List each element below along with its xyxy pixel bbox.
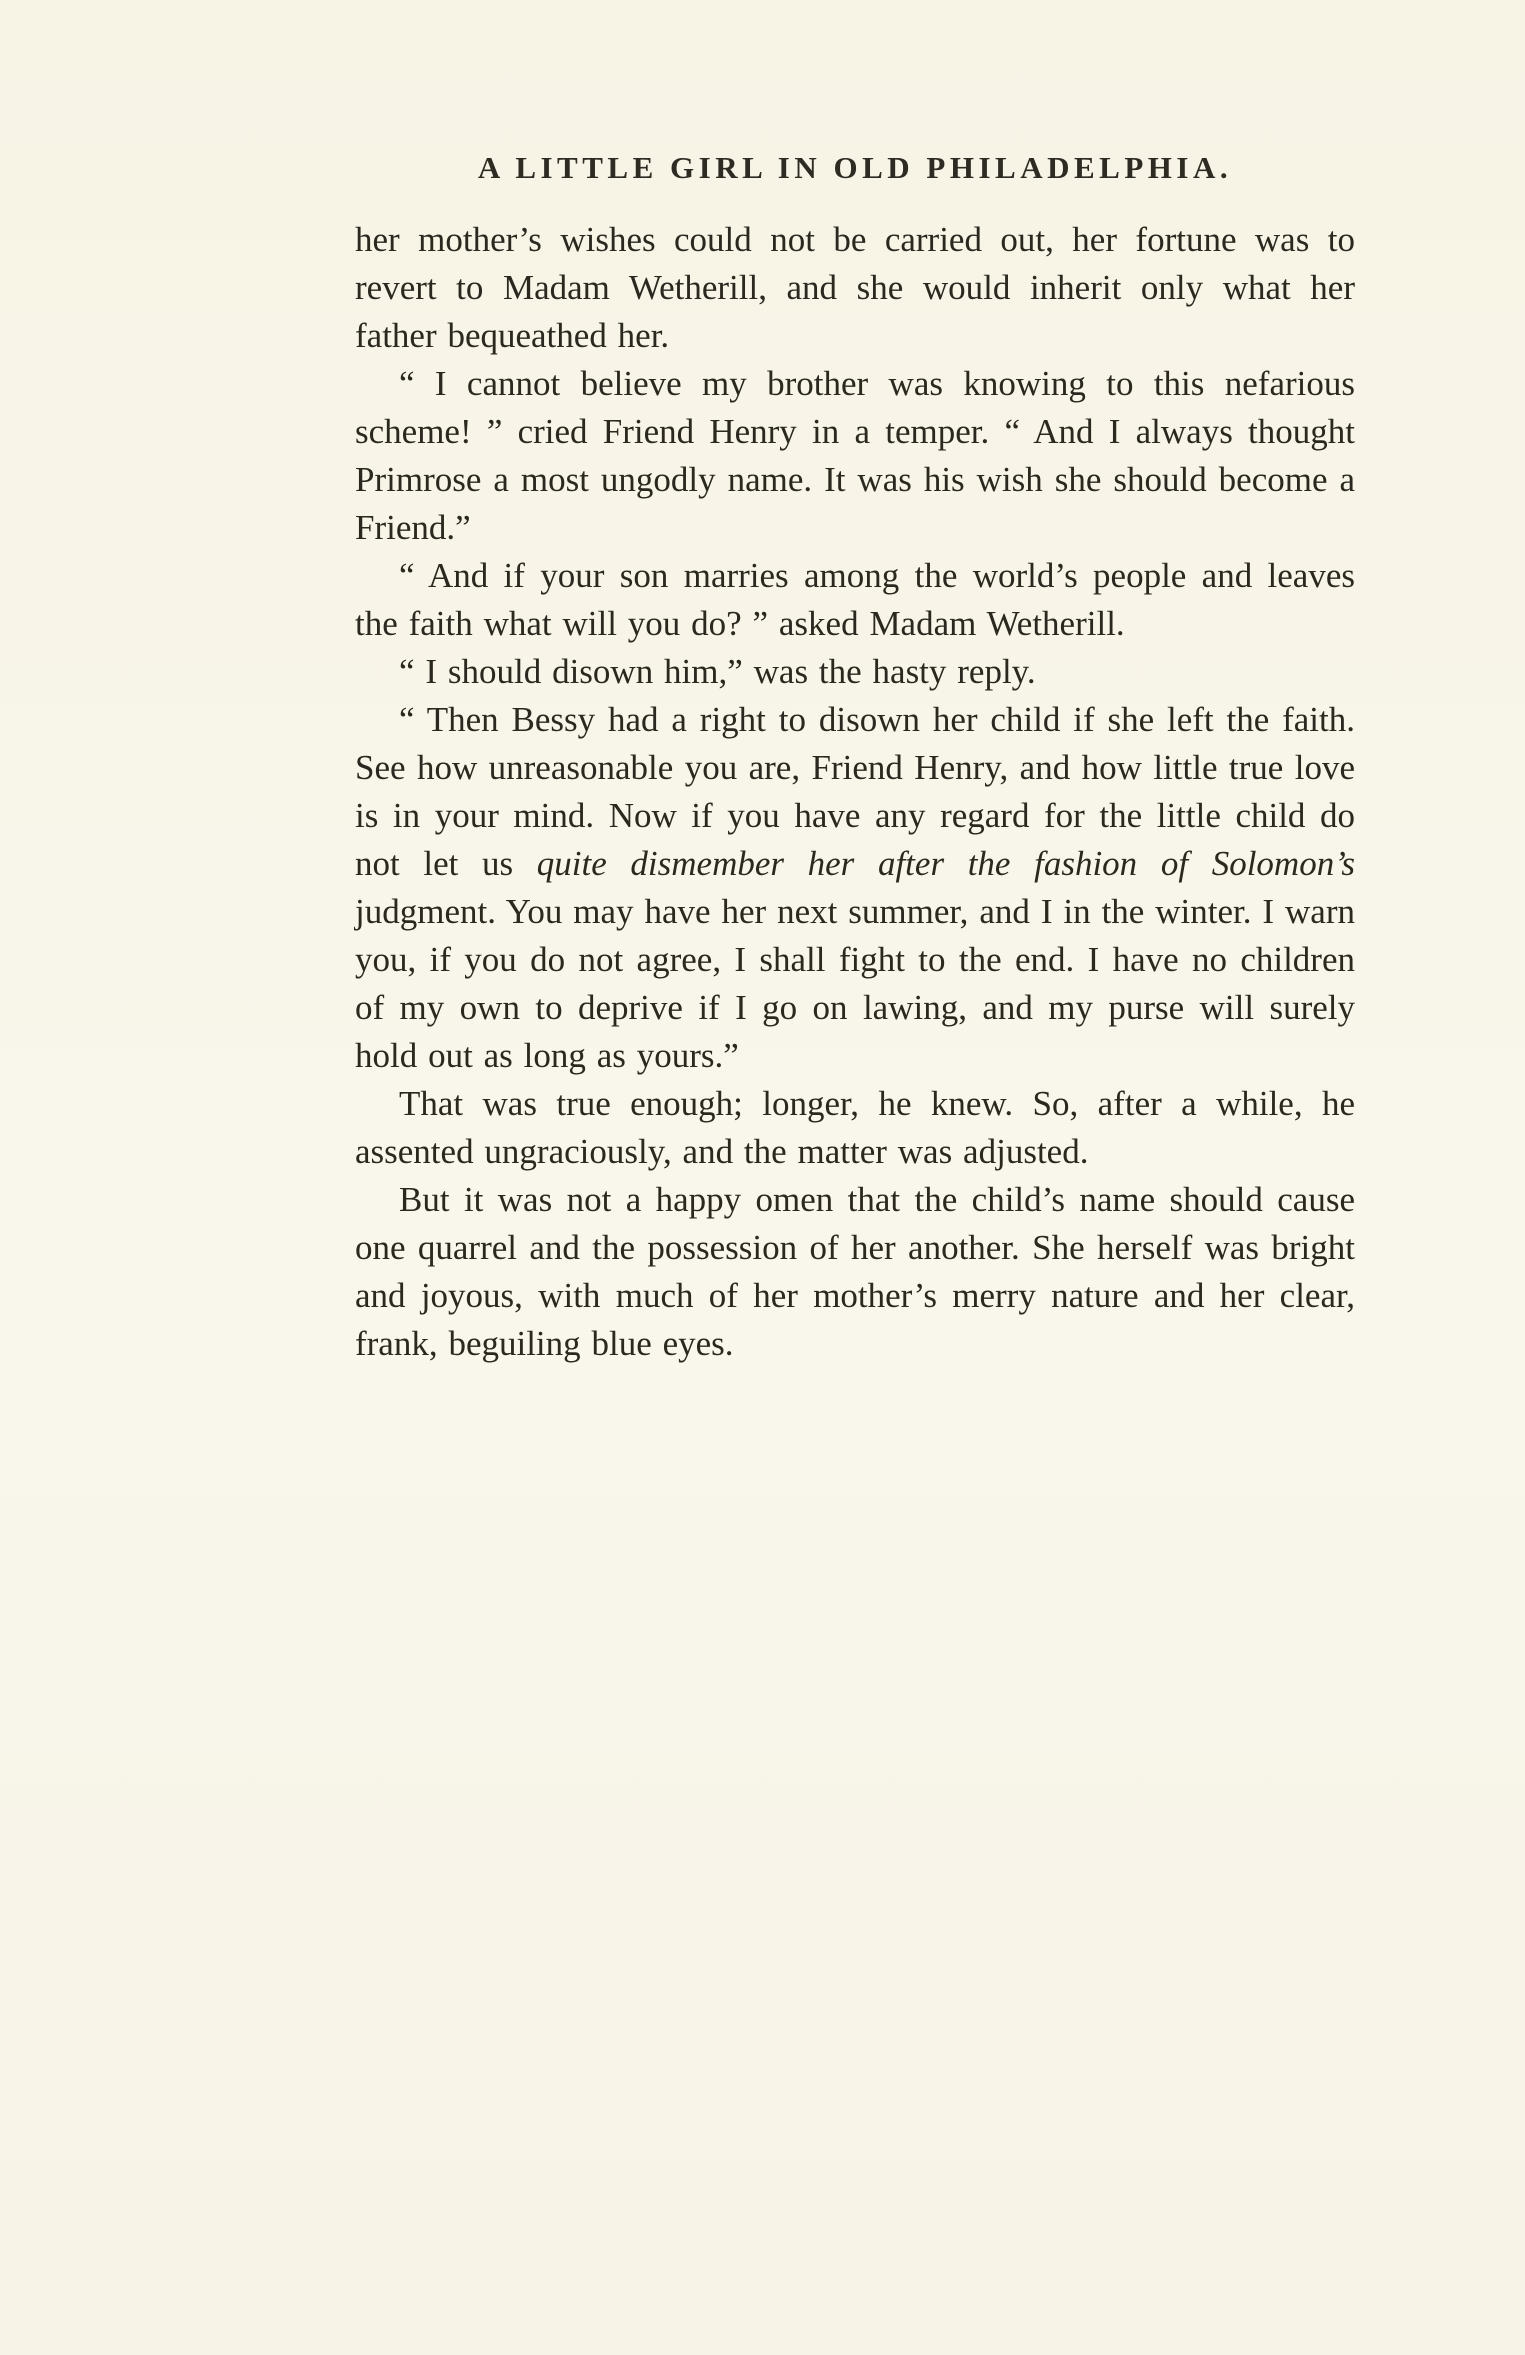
body-text: her mother’s wishes could not be carried out, her fortune was to revert to Madam Wetherill, and she would inherit only what her father bequeathed her. xyxy=(355,220,1355,355)
paragraph xyxy=(355,1080,1355,1176)
paragraph xyxy=(355,648,1355,696)
body-text: But it was not a happy omen that the child’s name should cause one quarrel and the possession of her another. She herself was bright and joyous, with much of her mother’s merry nature and her clear, frank, beguiling blue eyes. xyxy=(355,1180,1355,1363)
paragraph xyxy=(355,696,1355,1080)
body-text: “ I should disown him,” was the hasty reply. xyxy=(399,652,1036,691)
page-header: A LITTLE GIRL IN OLD PHILADELPHIA. xyxy=(477,150,1233,185)
body-text: “ And if your son marries among the world’s people and leaves the faith what will you do? ” asked Madam Wetherill. xyxy=(355,556,1355,643)
body-text: judgment. You may have her next summer, and I in the winter. I warn you, if you do not agree, I shall fight to the end. I have no children of my own to deprive if I go on lawing, and my purse will surely hold out as long as yours.” xyxy=(355,892,1355,1075)
body-text: That was true enough; longer, he knew. So, after a while, he assented ungraciously, and the matter was adjusted. xyxy=(355,1084,1355,1171)
page-text xyxy=(355,216,1355,1368)
body-text: “ I cannot believe my brother was knowing to this nefarious scheme! ” cried Friend Henry in a temper. “ And I always thought Primrose a most ungodly name. It was his wish she should become a Friend.” xyxy=(355,364,1355,547)
paragraph xyxy=(355,1176,1355,1368)
paragraph xyxy=(355,360,1355,552)
paragraph xyxy=(355,216,1355,360)
paragraph xyxy=(355,552,1355,648)
body-text: “ Then Bessy had a right to disown her child if she left the faith. See how unreasonable you are, Friend Henry, and how little true love is in your mind. Now if you have any regard for the little child do not let us xyxy=(355,700,1355,883)
italic-text: quite dismember her after the fashion of Solomon’s xyxy=(536,844,1355,883)
